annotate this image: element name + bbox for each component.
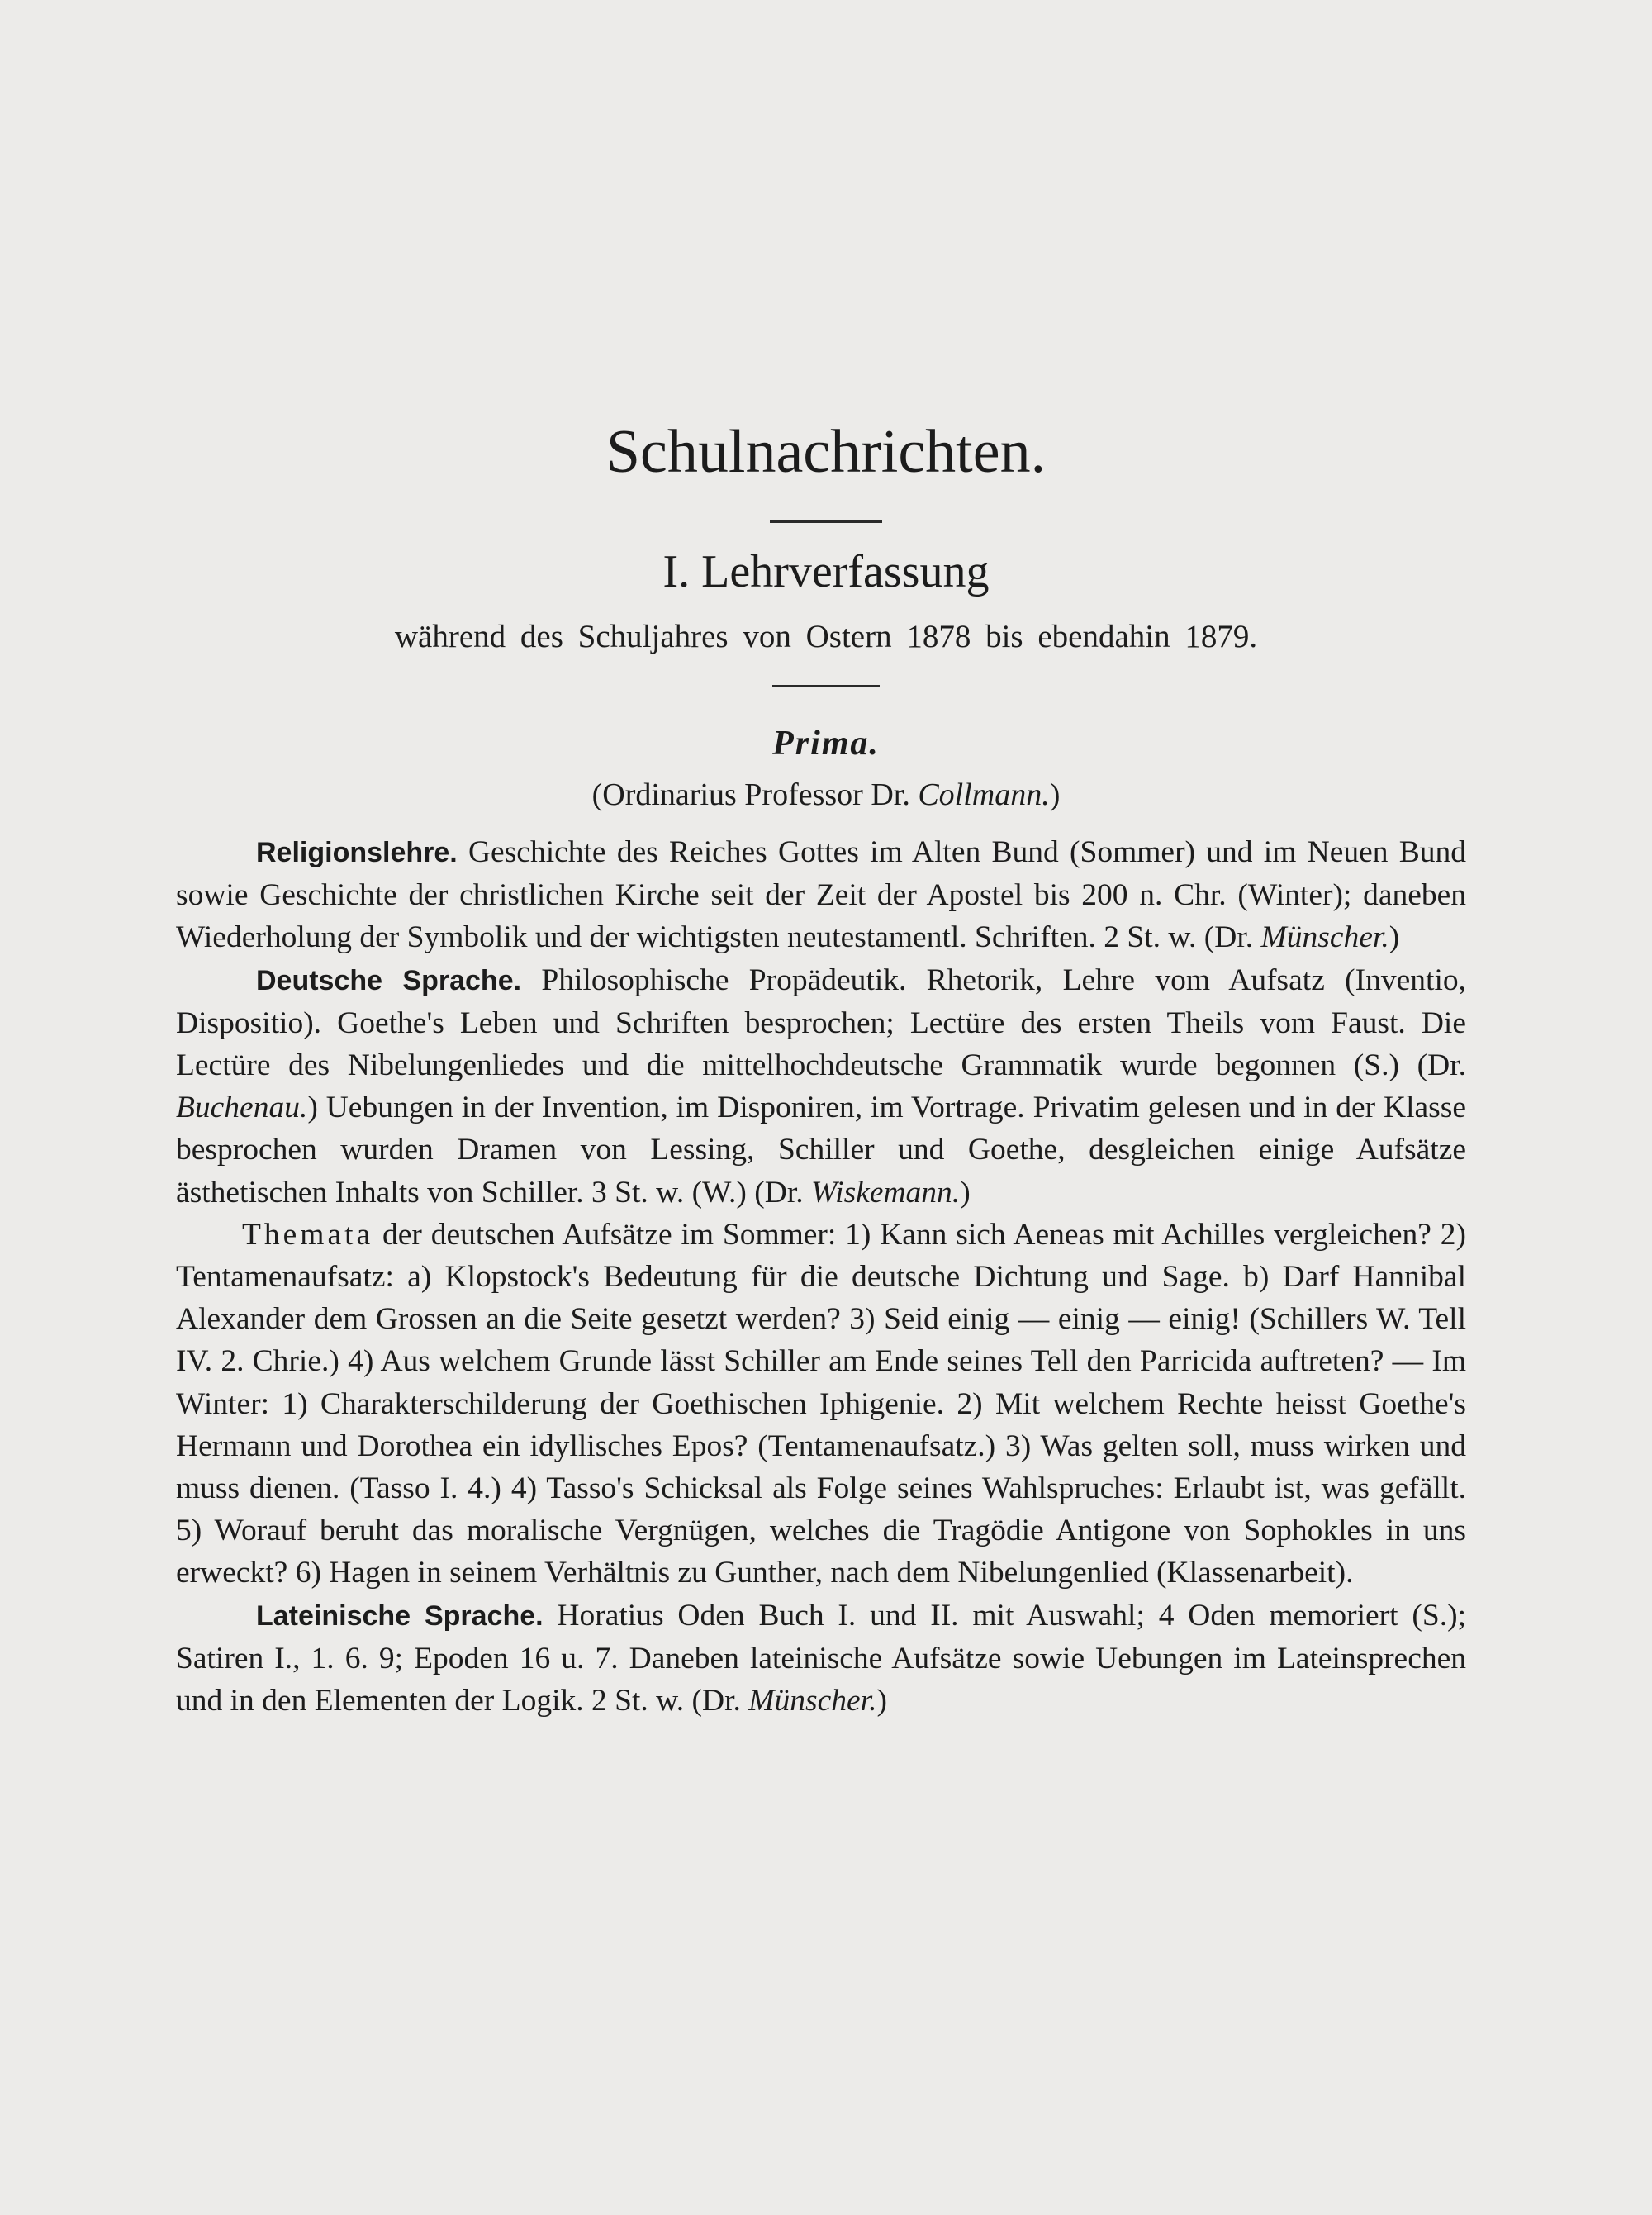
ordinarius-suffix: ) (1049, 777, 1061, 812)
religion-teacher: Münscher. (1260, 920, 1389, 955)
religion-text: Geschichte des Reiches Gottes im Alten Bund (Sommer) und im Neuen Bund sowie Geschichte der christlichen Kirche seit der Zeit der Apostel bis 200 n. Chr. (Winter); daneben Wiederholung der Symbolik und der wichtigsten neutestamentl. Schriften. 2 St. w. (Dr. (176, 835, 1466, 955)
subject-latein: Lateinische Sprache. (256, 1599, 544, 1632)
ordinarius-name: Collmann. (918, 777, 1050, 812)
deutsch-text-1: Philosophische Propädeutik. Rhetorik, Lehre vom Aufsatz (Inventio, Dispositio). Goethe's Leben und Schriften besprochen; Lectüre des ersten Theils vom Faust. Die Lectüre des Nibelungenliedes und die mittelhochdeutsche Grammatik wurde begonnen (S.) (Dr. (176, 963, 1466, 1083)
deutsch-teacher-1: Buchenau. (176, 1091, 308, 1125)
deutsch-text-2: ) Uebungen in der Invention, im Disponiren, im Vortrage. Privatim gelesen und in der Klasse besprochen wurden Dramen von Lessing, Schiller und Goethe, desgleichen einige Aufsätze ästhetischen Inhalts von Schiller. 3 St. w. (W.) (Dr. (176, 1091, 1466, 1210)
themata-lead: Themata (242, 1217, 374, 1252)
title-divider (770, 520, 882, 523)
religion-end: ) (1389, 920, 1400, 955)
paragraph-religion (176, 831, 1466, 959)
document-body (176, 831, 1466, 1722)
deutsch-end: ) (960, 1175, 971, 1210)
ordinarius-line (0, 777, 1652, 813)
deutsch-teacher-2: Wiskemann. (811, 1175, 961, 1210)
paragraph-latein (176, 1595, 1466, 1723)
latein-end: ) (876, 1684, 887, 1718)
class-heading: Prima. (772, 725, 880, 763)
heading-divider (772, 685, 880, 687)
subject-deutsch: Deutsche Sprache. (256, 964, 522, 996)
paragraph-themata (176, 1214, 1466, 1595)
ordinarius-prefix: (Ordinarius Professor Dr. (591, 777, 919, 812)
section-subheading: während des Schuljahres von Ostern 1878 bis ebendahin 1879. (394, 619, 1258, 654)
paragraph-deutsch (176, 959, 1466, 1214)
themata-text: der deutschen Aufsätze im Sommer: 1) Kann sich Aeneas mit Achilles vergleichen? 2) Tentamenaufsatz: a) Klopstock's Bedeutung für die deutsche Dichtung und Sage. b) Darf Hannibal Alexander dem Grossen an die Seite gesetzt werden? 3) Seid einig — einig — einig! (Schillers W. Tell IV. 2. Chrie.) 4) Aus welchem Grunde lässt Schiller am Ende seines Tell den Parricida auftreten? — Im Winter: 1) Charakterschilderung der Goethischen Iphigenie. 2) Mit welchem Rechte heisst Goethe's Hermann und Dorothea ein idyllisches Epos? (Tentamenaufsatz.) 3) Was gelten soll, muss wirken und muss dienen. (Tasso I. 4.) 4) Tasso's Schicksal als Folge seines Wahlspruches: Erlaubt ist, was gefällt. 5) Worauf beruht das moralische Vergnügen, welches die Tragödie Antigone von Sophokles in uns erweckt? 6) Hagen in seinem Verhältnis zu Gunther, nach dem Nibelungenlied (Klassenarbeit). (176, 1217, 1466, 1590)
section-heading: I. Lehrverfassung (662, 546, 990, 597)
page-title: Schulnachrichten. (605, 418, 1047, 486)
subject-religion: Religionslehre. (256, 837, 458, 868)
latein-teacher: Münscher. (748, 1684, 877, 1718)
latein-text: Horatius Oden Buch I. und II. mit Auswahl; 4 Oden memoriert (S.); Satiren I., 1. 6. 9; Epoden 16 u. 7. Daneben lateinische Aufsätze sowie Uebungen im Lateinsprechen und in den Elementen der Logik. 2 St. w. (Dr. (176, 1598, 1466, 1718)
